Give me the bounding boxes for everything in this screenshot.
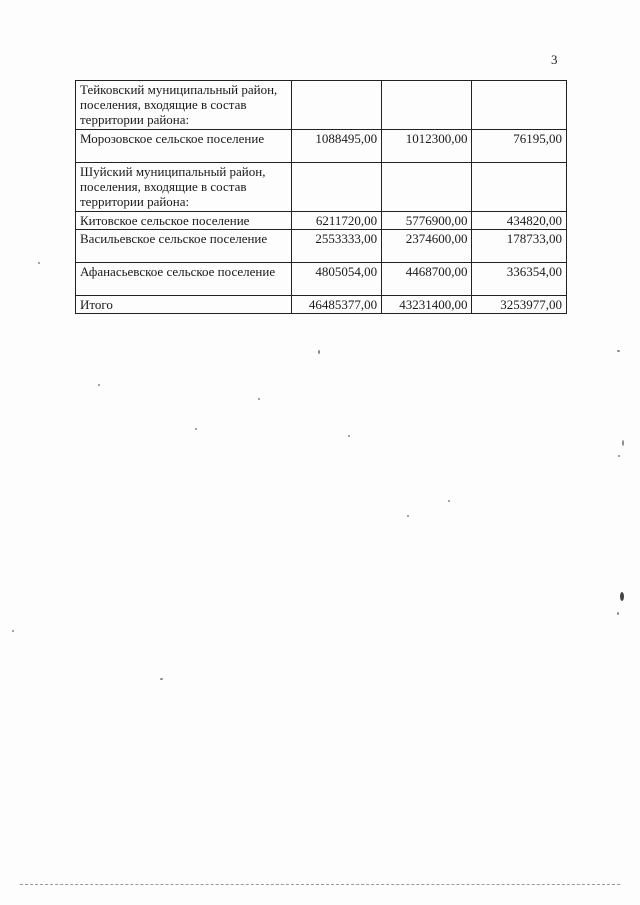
table-row [76,163,567,212]
table-cell-value: 2374600,00 [382,230,472,263]
scan-speck [160,678,163,680]
table-cell-value [291,81,381,130]
table-row [76,81,567,130]
table-row [76,263,567,296]
table-cell-value: 43231400,00 [382,296,472,314]
table-row [76,230,567,263]
scan-speck [12,630,14,632]
scan-speck [258,398,260,400]
scan-speck [318,350,320,354]
table-row [76,130,567,163]
table-cell-value [291,163,381,212]
scan-edge-line [20,884,620,886]
scan-speck [348,435,350,437]
budget-table [75,80,567,314]
table-cell-name: Афанасьевское сельское поселение [76,263,292,296]
table-cell-value: 434820,00 [472,212,567,230]
table-cell-name: Шуйский муниципальный район, поселения, входящие в состав территории района: [76,163,292,212]
table-cell-name: Васильевское сельское поселение [76,230,292,263]
scan-speck [622,440,624,446]
table-cell-value: 336354,00 [472,263,567,296]
table-cell-value: 5776900,00 [382,212,472,230]
table-cell-value [382,81,472,130]
table-cell-value: 4805054,00 [291,263,381,296]
scan-speck [195,428,197,430]
scan-speck [98,384,100,386]
table-cell-value [472,163,567,212]
table-cell-name: Китовское сельское поселение [76,212,292,230]
scan-speck [448,500,450,502]
scan-speck [617,350,620,352]
table-cell-value: 4468700,00 [382,263,472,296]
table-cell-value [472,81,567,130]
table-cell-name: Морозовское сельское поселение [76,130,292,163]
table-cell-value: 3253977,00 [472,296,567,314]
table-cell-name: Тейковский муниципальный район, поселения, входящие в состав территории района: [76,81,292,130]
table-cell-value: 76195,00 [472,130,567,163]
table-cell-value: 178733,00 [472,230,567,263]
scan-speck [618,455,620,457]
page-number: 3 [551,52,558,67]
scan-speck [617,612,619,615]
table-cell-value: 2553333,00 [291,230,381,263]
table-cell-value: 46485377,00 [291,296,381,314]
table-cell-value: 6211720,00 [291,212,381,230]
table-row [76,212,567,230]
table-cell-name: Итого [76,296,292,314]
table-row-total [76,296,567,314]
scan-speck [407,515,409,517]
scan-speck [620,592,624,601]
table-cell-value: 1012300,00 [382,130,472,163]
table-cell-value [382,163,472,212]
table-cell-value: 1088495,00 [291,130,381,163]
scan-speck [38,262,40,264]
